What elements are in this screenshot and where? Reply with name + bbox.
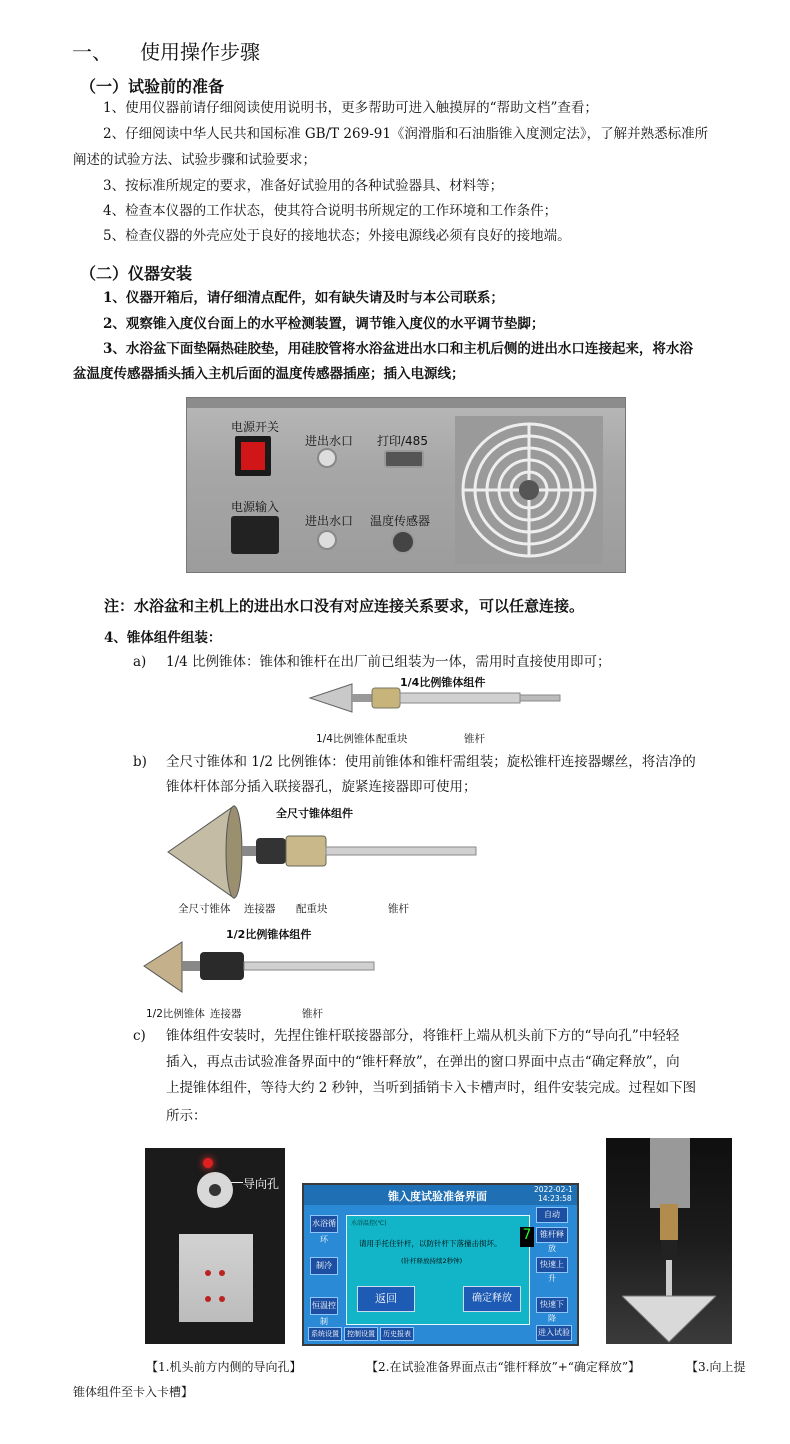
step4-c-text-1: 锥体组件安装时，先捏住锥杆联接器部分，将锥杆上端从机头前下方的“导向孔”中轻轻 bbox=[166, 1028, 680, 1044]
constant-button[interactable]: 恒温控制 bbox=[310, 1297, 338, 1315]
dialog-message: 请用手托住针杆，以防针杆下落撞击损坏。 bbox=[359, 1239, 502, 1248]
heading-title: 使用操作步骤 bbox=[140, 40, 260, 64]
back-button[interactable]: 返回 bbox=[357, 1286, 415, 1312]
sec2-item-1: 1、仪器开箱后，请仔细清点配件，如有缺失请及时与本公司联系； bbox=[103, 290, 504, 306]
sec1-item-5: 5、检查仪器的外壳应处于良好的接地状态；外接电源线必须有良好的接地端。 bbox=[103, 228, 571, 244]
screen-title: 锥入度试验准备界面 bbox=[388, 1190, 487, 1203]
panel-label-print: 打印/485 bbox=[377, 434, 428, 448]
full-fig-title: 全尺寸锥体组件 bbox=[276, 807, 353, 820]
panel-label-power-switch: 电源开关 bbox=[231, 420, 280, 434]
step4-a-text: 1/4 比例锥体：锥体和锥杆在出厂前已组装为一体，需用时直接使用即可； bbox=[166, 654, 611, 670]
sec1-item-1: 1、使用仪器前请仔细阅读使用说明书，更多帮助可进入触摸屏的“帮助文档”查看； bbox=[103, 100, 598, 116]
digit-readout: 7 bbox=[520, 1227, 534, 1247]
heading-number: 一、 bbox=[72, 40, 112, 64]
dialog-title: 水浴温控(℃) bbox=[351, 1220, 387, 1227]
sys-set-button[interactable]: 系统设置 bbox=[308, 1327, 342, 1341]
quarter-fig-rod-label: 锥杆 bbox=[464, 733, 485, 745]
caption-3-cont: 锥体组件至卡入卡槽】 bbox=[73, 1385, 194, 1399]
fast-up-button[interactable]: 快速上升 bbox=[536, 1257, 568, 1273]
sec2-item-3: 3、水浴盆下面垫隔热硅胶垫，用硅胶管将水浴盆进出水口和主机后侧的进出水口连接起来，将水浴 bbox=[103, 341, 693, 357]
dialog-sub: (针杆释放持续2秒钟) bbox=[401, 1257, 463, 1265]
cone-shape bbox=[622, 1294, 716, 1344]
step4-c-text-4: 所示： bbox=[166, 1108, 207, 1124]
half-fig-cone-label: 1/2比例锥体 bbox=[146, 1008, 205, 1020]
sec1-item-3: 3、按标准所规定的要求，准备好试验用的各种试验器具、材料等； bbox=[103, 178, 504, 194]
screen-date: 2022-02-1 bbox=[534, 1185, 573, 1194]
water-port-1 bbox=[317, 448, 337, 468]
history-button[interactable]: 历史报表 bbox=[380, 1327, 414, 1341]
fan bbox=[455, 416, 603, 564]
panel-label-water-1: 进出水口 bbox=[305, 434, 354, 448]
print-port bbox=[384, 450, 424, 468]
half-cone-figure bbox=[140, 938, 390, 998]
confirm-release-button[interactable]: 确定释放 bbox=[463, 1286, 521, 1312]
bath-button[interactable]: 水浴循环 bbox=[310, 1215, 338, 1233]
sec1-item-2-cont: 阐述的试验方法、试验步骤和试验要求； bbox=[73, 152, 316, 168]
step4-b-mark: b) bbox=[133, 754, 147, 770]
panel-label-water-2: 进出水口 bbox=[305, 514, 354, 528]
auto-button[interactable]: 自动 bbox=[536, 1207, 568, 1223]
rear-panel-photo bbox=[186, 397, 626, 573]
caption-2: 【2.在试验准备界面点击“锥杆释放”+“确定释放”】 bbox=[366, 1360, 641, 1374]
full-fig-rod-label: 锥杆 bbox=[388, 903, 409, 915]
enter-test-button[interactable]: 进入试验 bbox=[536, 1325, 572, 1341]
step4-c-mark: c) bbox=[133, 1028, 146, 1044]
half-fig-rod-label: 锥杆 bbox=[302, 1008, 323, 1020]
release-button[interactable]: 锥杆释放 bbox=[536, 1227, 568, 1243]
full-fig-weight-label: 配重块 bbox=[296, 903, 328, 915]
quarter-fig-cone-label: 1/4比例锥体 bbox=[316, 733, 375, 745]
cone-lift-photo bbox=[606, 1138, 732, 1344]
head-block bbox=[179, 1234, 253, 1322]
caption-1: 【1.机头前方内侧的导向孔】 bbox=[146, 1360, 302, 1374]
power-switch bbox=[235, 436, 271, 476]
full-fig-connector-label: 连接器 bbox=[244, 903, 276, 915]
guide-hole-label: 导向孔 bbox=[243, 1177, 280, 1191]
note: 注：水浴盆和主机上的进出水口没有对应连接关系要求，可以任意连接。 bbox=[104, 597, 585, 615]
section-2-title: （二）仪器安装 bbox=[80, 264, 193, 283]
sec2-item-3-cont: 盆温度传感器插头插入主机后面的温度传感器插座；插入电源线； bbox=[73, 366, 465, 382]
sec1-item-4: 4、检查本仪器的工作状态，使其符合说明书所规定的工作环境和工作条件； bbox=[103, 203, 558, 219]
power-input bbox=[231, 516, 279, 554]
sec1-item-2: 2、仔细阅读中华人民共和国标准 GB/T 269-91《润滑脂和石油脂锥入度测定法》，了解并熟悉标准所 bbox=[103, 126, 709, 142]
temp-sensor-socket bbox=[391, 530, 415, 554]
full-fig-cone-label: 全尺寸锥体 bbox=[178, 903, 231, 915]
guide-hole-photo bbox=[145, 1148, 285, 1344]
sec2-item-2: 2、观察锥入度仪台面上的水平检测装置，调节锥入度仪的水平调节垫脚； bbox=[103, 316, 545, 332]
control-set-button[interactable]: 控制设置 bbox=[344, 1327, 378, 1341]
step4-c-text-3: 上提锥体组件，等待大约 2 秒钟，当听到插销卡入卡槽声时，组件安装完成。过程如下图 bbox=[166, 1080, 697, 1096]
release-dialog bbox=[346, 1215, 530, 1325]
quarter-fig-title: 1/4比例锥体组件 bbox=[400, 676, 486, 689]
panel-label-power-input: 电源输入 bbox=[231, 500, 280, 514]
step4-b-text-2: 锥体杆体部分插入联接器孔，旋紧连接器即可使用； bbox=[166, 779, 477, 795]
panel-label-temp-sensor: 温度传感器 bbox=[370, 514, 431, 528]
touchscreen-photo bbox=[302, 1183, 579, 1346]
half-fig-connector-label: 连接器 bbox=[210, 1008, 242, 1020]
section-1-title: （一）试验前的准备 bbox=[80, 77, 225, 96]
guide-hole bbox=[197, 1172, 233, 1208]
step4-title: 4、锥体组件组装： bbox=[104, 630, 222, 646]
half-fig-title: 1/2比例锥体组件 bbox=[226, 928, 312, 941]
screen-time: 14:23:58 bbox=[538, 1194, 572, 1203]
caption-3: 【3.向上提 bbox=[686, 1360, 746, 1374]
water-port-2 bbox=[317, 530, 337, 550]
step4-b-text-1: 全尺寸锥体和 1/2 比例锥体：使用前锥体和锥杆需组装；旋松锥杆连接器螺丝，将洁净的 bbox=[166, 754, 696, 770]
step4-a-mark: a) bbox=[133, 654, 147, 670]
fast-down-button[interactable]: 快速下降 bbox=[536, 1297, 568, 1313]
quarter-fig-weight-label: 配重块 bbox=[376, 733, 408, 745]
step4-c-text-2: 插入，再点击试验准备界面中的“锥杆释放”，在弹出的窗口界面中点击“确定释放”，向 bbox=[166, 1054, 680, 1070]
heat-button[interactable]: 制冷 bbox=[310, 1257, 338, 1275]
